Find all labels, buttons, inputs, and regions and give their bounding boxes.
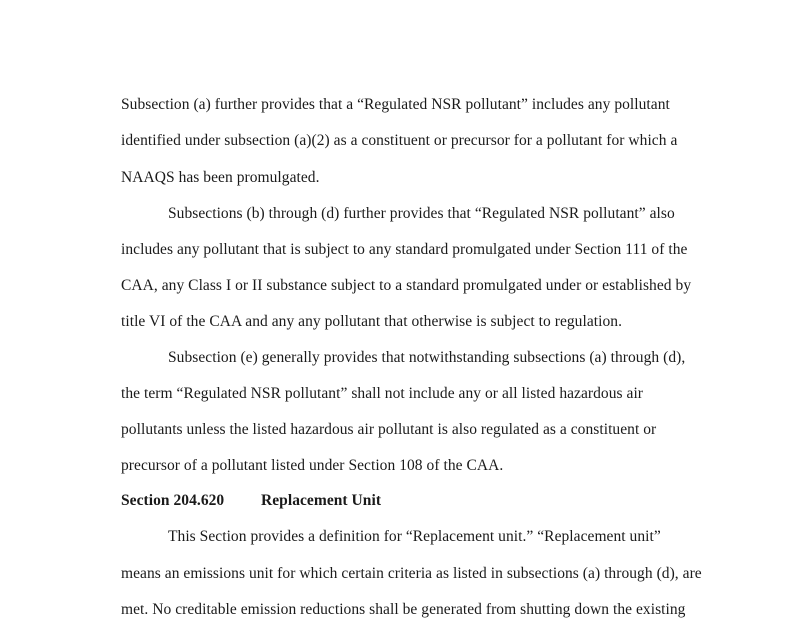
final-paragraph-line-3: met. No creditable emission reductions shall be generated from shutting down the existing: [121, 601, 686, 618]
paragraph-2-line-4: title VI of the CAA and any any pollutant that otherwise is subject to regulation.: [121, 313, 623, 330]
paragraph-1-line-1: Subsection (a) further provides that a “Regulated NSR pollutant” includes any pollutant: [121, 96, 670, 113]
paragraph-2-line-3: CAA, any Class I or II substance subject to a standard promulgated under or established by: [121, 277, 692, 294]
paragraph-3-line-1: Subsection (e) generally provides that notwithstanding subsections (a) through (d),: [168, 349, 686, 366]
final-paragraph-line-1: This Section provides a definition for “Replacement unit.” “Replacement unit”: [168, 528, 661, 545]
final-paragraph-line-2: means an emissions unit for which certain criteria as listed in subsections (a) through (d), are: [121, 565, 702, 582]
section-number: Section 204.620: [121, 492, 225, 509]
paragraph-3-line-3: pollutants unless the listed hazardous air pollutant is also regulated as a constituent or: [121, 421, 657, 438]
paragraph-3-line-4: precursor of a pollutant listed under Section 108 of the CAA.: [121, 457, 504, 474]
section-heading: [121, 492, 382, 510]
paragraph-1-line-2: identified under subsection (a)(2) as a constituent or precursor for a pollutant for which a: [121, 132, 678, 149]
section-title: Replacement Unit: [261, 492, 382, 509]
paragraph-2-line-2: includes any pollutant that is subject to any standard promulgated under Section 111 of the: [121, 241, 688, 258]
paragraph-2-line-1: Subsections (b) through (d) further provides that “Regulated NSR pollutant” also: [168, 205, 675, 222]
paragraph-3-line-2: the term “Regulated NSR pollutant” shall not include any or all listed hazardous air: [121, 385, 644, 402]
paragraph-1-line-3: NAAQS has been promulgated.: [121, 169, 320, 186]
